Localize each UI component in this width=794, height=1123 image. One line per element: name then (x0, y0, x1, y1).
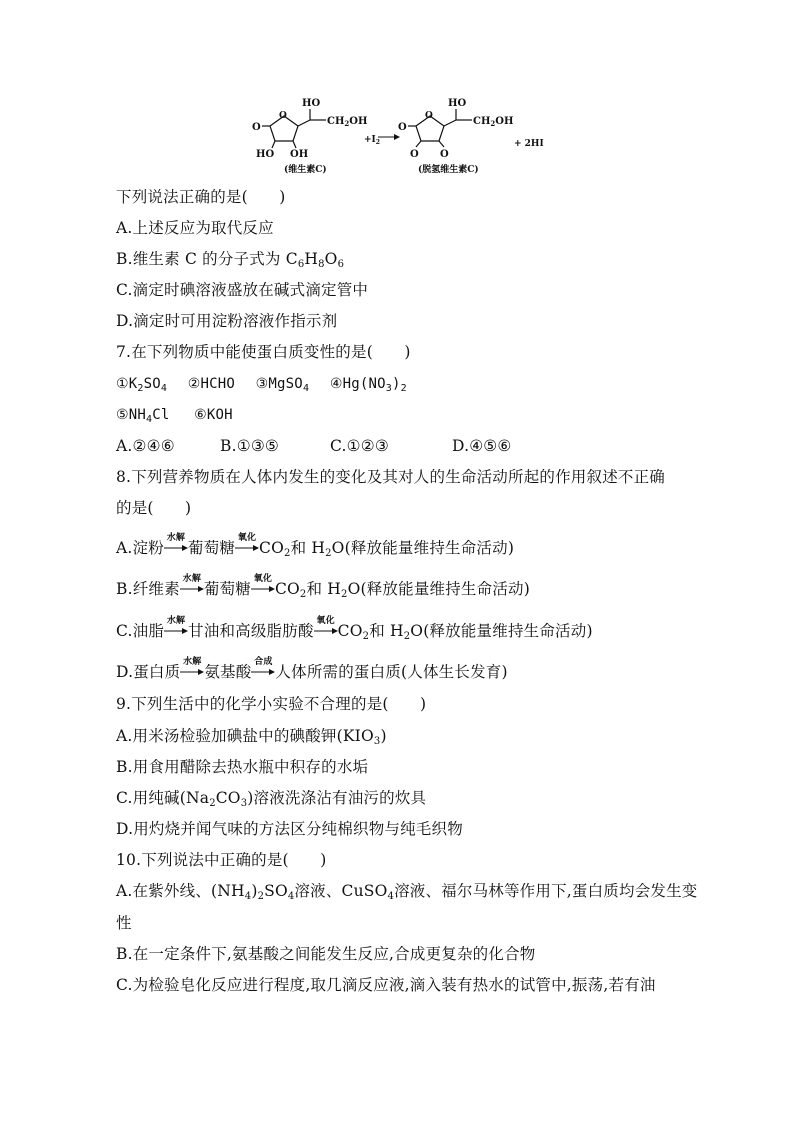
hydrolysis-arrow: 水解 (164, 620, 188, 642)
q8-option-c: C.油脂 水解 甘油和高级脂肪酸 氧化 $CO_2$和 $H_2O$(释放能量维持生命活动) (116, 616, 593, 642)
left-ho-bottom: HO (256, 149, 275, 160)
reagent-label: $+I_2$ (364, 135, 380, 146)
q9-stem: 9.下列生活中的化学小实验不合理的是( ) (116, 695, 427, 713)
right-keto-bond-b (439, 141, 444, 147)
q10-option-a-line1: A.在紫外线、$(NH_4)_2SO_4$溶液、CuSO$_4$溶液、福尔马林等作用下,蛋白质均会发生变 (116, 882, 698, 902)
hydrolysis-arrow: 水解 (180, 578, 204, 600)
q10-option-b: B.在一定条件下,氨基酸之间能发生反应,合成更复杂的化合物 (116, 945, 536, 963)
right-o-carbonyl: O (398, 122, 407, 133)
left-ho-top: HO (302, 98, 321, 109)
hydrolysis-arrow: 水解 (180, 661, 204, 683)
q8-option-d: D.蛋白质 水解 氨基酸 合成 人体所需的蛋白质(人体生长发育) (116, 657, 508, 681)
q8-option-b: B.纤维素 水解 葡萄糖 氧化 $CO_2$和 $H_2O$(释放能量维持生命活动) (116, 574, 530, 600)
q9-option-c: C.用纯碱$(Na_2CO_3)$溶液洗涤沾有油污的炊具 (116, 789, 427, 809)
right-o-right: O (440, 149, 449, 160)
q7-stem: 7.在下列物质中能使蛋白质变性的是( ) (116, 343, 411, 361)
reaction-diagram (250, 92, 550, 178)
left-sidechain-bond (298, 120, 310, 126)
left-mol-name: (维生素C) (284, 165, 327, 175)
left-oh-bond-b (293, 141, 296, 148)
q7-option-a: A.②④⑥ (116, 437, 175, 455)
right-sidechain-bond (444, 120, 456, 126)
left-o-carbonyl: O (252, 122, 261, 133)
left-ch2oh: $CH_2OH$ (327, 116, 368, 128)
left-oh-bond-a (272, 141, 275, 148)
q7-option-c: C.①②③ (330, 437, 389, 455)
q9-option-b: B.用食用醋除去热水瓶中积存的水垢 (116, 758, 369, 776)
right-ho-top: HO (448, 98, 467, 109)
q6-option-b: B.维生素 C 的分子式为 $C_6H_8O_6$ (116, 250, 345, 270)
left-o-ring: O (279, 111, 287, 121)
q6-option-d: D.滴定时可用淀粉溶液作指示剂 (116, 312, 338, 330)
reaction-arrow-head (394, 134, 400, 140)
q10-option-a-line2: 性 (116, 914, 132, 932)
right-o-left: O (410, 149, 419, 160)
q10-option-c: C.为检验皂化反应进行程度,取几滴反应液,滴入装有热水的试管中,振荡,若有油 (116, 976, 656, 994)
vitamin-c-structure (262, 109, 326, 148)
q8-option-a: A.淀粉 水解 葡萄糖 氧化 $CO_2$和 $H_2O$(释放能量维持生命活动) (116, 533, 515, 559)
q6-stem: 下列说法正确的是( ) (116, 188, 286, 206)
left-oh-bottom: OH (290, 149, 309, 160)
q7-substances-line1: $①K_2SO_4$ ②HCHO ③MgSO$_4$ $④Hg(NO_3)_2$ (116, 376, 407, 394)
q8-stem-line2: 的是( ) (116, 499, 192, 517)
q7-option-d: D.④⑤⑥ (452, 437, 512, 455)
q7-options (116, 435, 512, 457)
q9-option-d: D.用灼烧并闻气味的方法区分纯棉织物与纯毛织物 (116, 820, 463, 838)
right-o-ring: O (425, 111, 433, 121)
q10-stem: 10.下列说法中正确的是( ) (116, 851, 327, 869)
right-keto-bond-a (416, 141, 421, 147)
hydrolysis-arrow: 水解 (164, 537, 188, 559)
oxidation-arrow: 氧化 (235, 537, 259, 559)
q8-stem-line1: 8.下列营养物质在人体内发生的变化及其对人的生命活动所起的作用叙述不正确 (116, 468, 665, 486)
product-label: + 2HI (514, 139, 544, 149)
q6-option-a: A.上述反应为取代反应 (116, 219, 274, 237)
q9-option-a: A.用米汤检验加碘盐中的碘酸钾$(KIO_3)$ (116, 727, 387, 747)
dehydro-vitamin-c-structure (408, 109, 472, 147)
q7-substances-line2: $⑤NH_4Cl$ ⑥KOH (116, 407, 233, 425)
oxidation-arrow: 氧化 (251, 578, 275, 600)
synthesis-arrow: 合成 (251, 661, 275, 683)
q6-option-c: C.滴定时碘溶液盛放在碱式滴定管中 (116, 281, 369, 299)
right-mol-name: (脱氢维生素C) (418, 165, 479, 175)
q7-option-b: B.①③⑤ (220, 437, 280, 455)
oxidation-arrow: 氧化 (314, 620, 338, 642)
right-ch2oh: $CH_2OH$ (473, 116, 514, 128)
